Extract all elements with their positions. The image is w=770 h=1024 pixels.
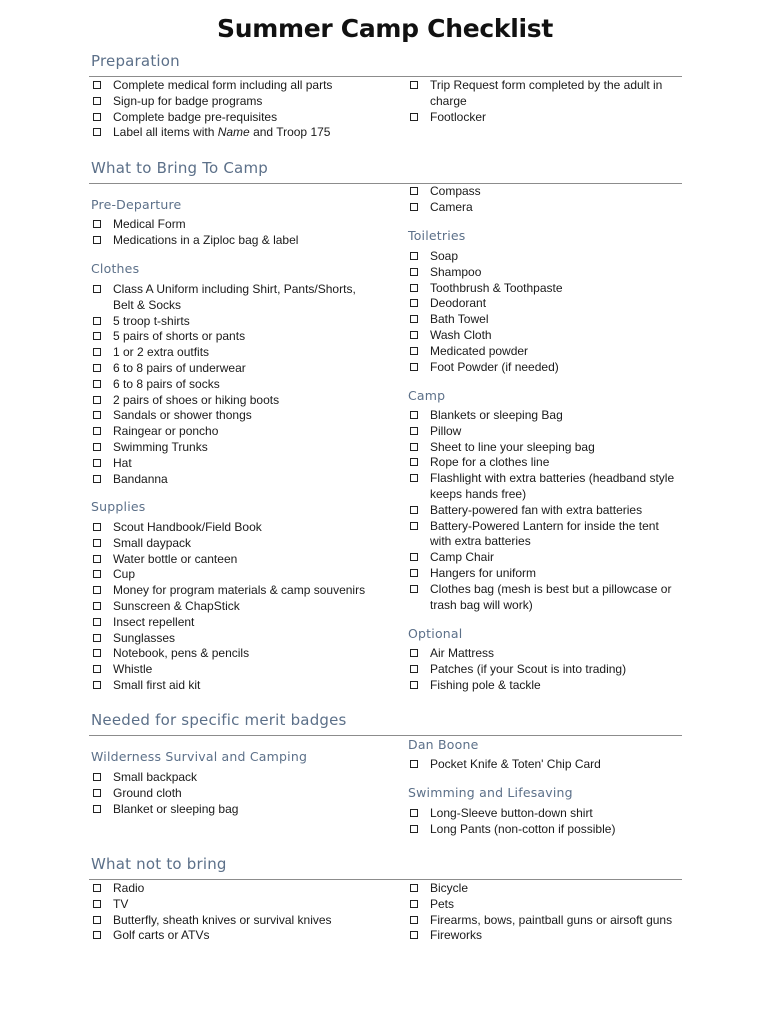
- list-item[interactable]: [91, 282, 368, 314]
- list-item[interactable]: [91, 583, 391, 599]
- checkbox[interactable]: [93, 789, 101, 797]
- list-item[interactable]: [408, 110, 668, 126]
- item-label: Sunglasses: [113, 630, 176, 645]
- subheading-swimming: Swimming and Lifesaving: [408, 785, 573, 800]
- checkbox[interactable]: [93, 317, 101, 325]
- list-item[interactable]: [408, 550, 678, 566]
- item-label: and Troop 175: [249, 125, 331, 140]
- item-label: Air Mattress: [430, 646, 495, 660]
- list-item[interactable]: [408, 360, 683, 376]
- divider: [89, 735, 682, 736]
- optional-list: [408, 646, 683, 693]
- list-item[interactable]: [408, 200, 683, 216]
- item-label: 6 to 8 pairs of socks: [113, 376, 220, 391]
- misc-list: [408, 184, 683, 216]
- list-item[interactable]: [408, 662, 683, 678]
- subheading-wilderness: Wilderness Survival and Camping: [91, 749, 308, 764]
- item-label: Sign-up for badge programs: [113, 93, 263, 108]
- list-item[interactable]: [91, 233, 391, 249]
- preparation-left-list: [91, 78, 391, 141]
- item-label: Patches (if your Scout is into trading): [430, 661, 627, 676]
- checkbox[interactable]: [410, 522, 418, 530]
- checkbox[interactable]: [93, 113, 101, 121]
- list-item[interactable]: [408, 913, 698, 929]
- checkbox[interactable]: [93, 773, 101, 781]
- list-item[interactable]: [408, 822, 683, 838]
- checkbox[interactable]: [410, 569, 418, 577]
- camp-list: [408, 408, 678, 613]
- checkbox[interactable]: [410, 363, 418, 371]
- item-label: Battery-Powered Lantern for inside the tent with extra batteries: [430, 518, 659, 549]
- checkbox[interactable]: [93, 220, 101, 228]
- list-item[interactable]: [408, 78, 668, 110]
- checkbox[interactable]: [93, 523, 101, 531]
- list-item[interactable]: [408, 471, 678, 503]
- checkbox[interactable]: [410, 825, 418, 833]
- item-label: Fishing pole & tackle: [430, 677, 541, 692]
- item-label: Footlocker: [430, 109, 487, 124]
- item-label: Foot Powder (if needed): [430, 359, 559, 374]
- checkbox[interactable]: [410, 268, 418, 276]
- checkbox[interactable]: [410, 203, 418, 211]
- checkbox[interactable]: [410, 443, 418, 451]
- list-item[interactable]: [91, 329, 391, 345]
- checkbox[interactable]: [93, 285, 101, 293]
- checkbox[interactable]: [410, 113, 418, 121]
- subheading-supplies: Supplies: [91, 499, 146, 514]
- subheading-camp: Camp: [408, 388, 446, 403]
- list-item[interactable]: [91, 314, 391, 330]
- list-item[interactable]: [408, 249, 683, 265]
- checkbox[interactable]: [410, 916, 418, 924]
- not-bring-left-list: [91, 881, 391, 944]
- item-label: Firearms, bows, paintball guns or airsoft guns: [430, 912, 673, 927]
- not-bring-right-list: [408, 881, 698, 944]
- checkbox[interactable]: [93, 364, 101, 372]
- checkbox[interactable]: [410, 474, 418, 482]
- item-label: Long-Sleeve button-down shirt: [430, 806, 593, 820]
- item-label: Medicated powder: [430, 343, 529, 358]
- list-item[interactable]: [91, 377, 391, 393]
- item-label: Small backpack: [113, 770, 198, 784]
- item-label: TV: [113, 896, 129, 911]
- item-label: Pocket Knife & Toten' Chip Card: [430, 757, 601, 771]
- checkbox[interactable]: [410, 900, 418, 908]
- checkbox[interactable]: [93, 81, 101, 89]
- item-label: Shampoo: [430, 264, 482, 279]
- checkbox[interactable]: [93, 931, 101, 939]
- item-label: Sunscreen & ChapStick: [113, 598, 240, 613]
- list-item[interactable]: [408, 757, 683, 773]
- item-label: Rope for a clothes line: [430, 455, 550, 470]
- item-label: Golf carts or ATVs: [113, 928, 210, 943]
- list-item[interactable]: [408, 312, 683, 328]
- list-item[interactable]: [91, 897, 391, 913]
- item-label: 6 to 8 pairs of underwear: [113, 360, 246, 375]
- item-label: Soap: [430, 249, 459, 263]
- checkbox[interactable]: [93, 128, 101, 136]
- checkbox[interactable]: [410, 252, 418, 260]
- list-item[interactable]: [408, 344, 683, 360]
- list-item[interactable]: [91, 408, 391, 424]
- checkbox[interactable]: [93, 475, 101, 483]
- checkbox[interactable]: [93, 443, 101, 451]
- checkbox[interactable]: [410, 585, 418, 593]
- list-item[interactable]: [91, 440, 391, 456]
- checkbox[interactable]: [93, 602, 101, 610]
- item-label: 5 pairs of shorts or pants: [113, 329, 246, 344]
- checkbox[interactable]: [93, 97, 101, 105]
- item-label: Money for program materials & camp souvenirs: [113, 583, 366, 598]
- item-label: Sandals or shower thongs: [113, 408, 252, 423]
- list-item[interactable]: [91, 472, 391, 488]
- list-item[interactable]: [408, 184, 683, 200]
- item-label: Class A Uniform including Shirt, Pants/Shorts, Belt & Socks: [113, 282, 356, 312]
- checkbox[interactable]: [410, 331, 418, 339]
- list-item[interactable]: [91, 125, 391, 141]
- list-item[interactable]: [91, 913, 391, 929]
- item-label: Bandanna: [113, 471, 168, 486]
- list-item[interactable]: [91, 802, 391, 818]
- list-item[interactable]: [91, 345, 391, 361]
- checkbox[interactable]: [410, 315, 418, 323]
- list-item[interactable]: [408, 881, 698, 897]
- clothes-list: [91, 282, 391, 487]
- list-item[interactable]: [408, 566, 678, 582]
- divider: [89, 76, 682, 77]
- item-label: Toothbrush & Toothpaste: [430, 280, 563, 295]
- item-label: 1 or 2 extra outfits: [113, 345, 210, 360]
- item-label: Bicycle: [430, 881, 469, 895]
- list-item[interactable]: [408, 503, 678, 519]
- subheading-toiletries: Toiletries: [408, 228, 466, 243]
- list-item[interactable]: [91, 217, 391, 233]
- item-label: Butterfly, sheath knives or survival knives: [113, 912, 332, 927]
- section-heading-bring: What to Bring To Camp: [91, 159, 268, 177]
- checkbox[interactable]: [93, 916, 101, 924]
- list-item[interactable]: [91, 78, 391, 94]
- toiletries-list: [408, 249, 683, 375]
- item-label: Camp Chair: [430, 550, 495, 565]
- item-label: Small daypack: [113, 535, 192, 550]
- item-label: Trip Request form completed by the adult in charge: [430, 78, 663, 108]
- list-item[interactable]: [408, 897, 698, 913]
- list-item[interactable]: [408, 424, 678, 440]
- list-item[interactable]: [91, 552, 391, 568]
- item-label: Pillow: [430, 423, 462, 438]
- list-item[interactable]: [91, 599, 391, 615]
- checkbox[interactable]: [93, 884, 101, 892]
- checkbox[interactable]: [93, 555, 101, 563]
- list-item[interactable]: [408, 582, 678, 614]
- checkbox[interactable]: [93, 427, 101, 435]
- list-item[interactable]: [91, 520, 391, 536]
- pre-departure-list: [91, 217, 391, 249]
- section-heading-preparation: Preparation: [91, 52, 180, 70]
- checkbox[interactable]: [93, 348, 101, 356]
- item-label: Hangers for uniform: [430, 565, 537, 580]
- list-item[interactable]: [408, 281, 683, 297]
- list-item[interactable]: [408, 806, 683, 822]
- checkbox[interactable]: [410, 506, 418, 514]
- list-item[interactable]: [91, 94, 391, 110]
- item-label-emphasis: Name: [217, 125, 250, 140]
- checkbox[interactable]: [93, 586, 101, 594]
- item-label: Swimming Trunks: [113, 439, 208, 454]
- preparation-right-list: [408, 78, 668, 125]
- list-item[interactable]: [408, 519, 678, 551]
- checkbox[interactable]: [93, 380, 101, 388]
- item-label: Notebook, pens & pencils: [113, 646, 250, 661]
- list-item[interactable]: [91, 615, 391, 631]
- checkbox[interactable]: [410, 81, 418, 89]
- list-item[interactable]: [408, 440, 678, 456]
- item-label: Blankets or sleeping Bag: [430, 408, 563, 422]
- item-label: Long Pants (non-cotton if possible): [430, 821, 616, 836]
- checkbox[interactable]: [410, 649, 418, 657]
- swimming-list: [408, 806, 683, 838]
- checkbox[interactable]: [93, 332, 101, 340]
- item-label: Label all items with: [113, 125, 218, 140]
- item-label: 5 troop t-shirts: [113, 313, 190, 328]
- item-label: Fireworks: [430, 928, 483, 943]
- page-title: Summer Camp Checklist: [217, 14, 553, 43]
- section-heading-merit: Needed for specific merit badges: [91, 711, 347, 729]
- list-item[interactable]: [91, 424, 391, 440]
- checkbox[interactable]: [410, 760, 418, 768]
- checkbox[interactable]: [93, 539, 101, 547]
- checkbox[interactable]: [410, 411, 418, 419]
- checkbox[interactable]: [410, 931, 418, 939]
- section-heading-not-bring: What not to bring: [91, 855, 227, 873]
- checkbox[interactable]: [93, 649, 101, 657]
- list-item[interactable]: [91, 928, 391, 944]
- list-item[interactable]: [408, 265, 683, 281]
- checkbox[interactable]: [410, 284, 418, 292]
- list-item[interactable]: [408, 455, 678, 471]
- list-item[interactable]: [91, 536, 391, 552]
- item-label: Medical Form: [113, 217, 186, 231]
- item-label: Flashlight with extra batteries (headband style keeps hands free): [430, 471, 675, 501]
- list-item[interactable]: [408, 408, 678, 424]
- checkbox[interactable]: [93, 805, 101, 813]
- list-item[interactable]: [408, 646, 683, 662]
- item-label: Deodorant: [430, 296, 487, 311]
- checkbox[interactable]: [410, 187, 418, 195]
- checkbox[interactable]: [93, 634, 101, 642]
- checkbox[interactable]: [410, 553, 418, 561]
- item-label: Insect repellent: [113, 614, 195, 629]
- list-item[interactable]: [91, 786, 391, 802]
- list-item[interactable]: [91, 393, 391, 409]
- checkbox[interactable]: [410, 681, 418, 689]
- list-item[interactable]: [91, 770, 391, 786]
- checkbox[interactable]: [93, 459, 101, 467]
- checkbox[interactable]: [93, 570, 101, 578]
- dan-boone-list: [408, 757, 683, 773]
- checkbox[interactable]: [410, 665, 418, 673]
- checkbox[interactable]: [93, 396, 101, 404]
- item-label: Scout Handbook/Field Book: [113, 520, 262, 534]
- list-item[interactable]: [408, 328, 683, 344]
- checkbox[interactable]: [410, 347, 418, 355]
- item-label: Camera: [430, 199, 473, 214]
- list-item[interactable]: [91, 361, 391, 377]
- list-item[interactable]: [408, 928, 698, 944]
- subheading-pre-departure: Pre-Departure: [91, 197, 182, 212]
- list-item[interactable]: [91, 678, 391, 694]
- item-label: Bath Towel: [430, 312, 489, 327]
- checkbox[interactable]: [93, 236, 101, 244]
- list-item[interactable]: [91, 662, 391, 678]
- list-item[interactable]: [91, 110, 391, 126]
- list-item[interactable]: [91, 456, 391, 472]
- wilderness-list: [91, 770, 391, 817]
- item-label: Blanket or sleeping bag: [113, 801, 239, 816]
- item-label: 2 pairs of shoes or hiking boots: [113, 392, 280, 407]
- item-label: Compass: [430, 184, 481, 198]
- item-label: Hat: [113, 455, 132, 470]
- checkbox[interactable]: [93, 618, 101, 626]
- list-item[interactable]: [91, 631, 391, 647]
- subheading-clothes: Clothes: [91, 261, 140, 276]
- item-label: Pets: [430, 896, 455, 911]
- supplies-list: [91, 520, 391, 694]
- item-label: Battery-powered fan with extra batteries: [430, 502, 643, 517]
- item-label: Raingear or poncho: [113, 424, 219, 439]
- divider: [89, 879, 682, 880]
- item-label: Whistle: [113, 662, 153, 677]
- item-label: Ground cloth: [113, 785, 182, 800]
- subheading-optional: Optional: [408, 626, 463, 641]
- item-label: Medications in a Ziploc bag & label: [113, 232, 299, 247]
- checkbox[interactable]: [93, 681, 101, 689]
- checkbox[interactable]: [410, 458, 418, 466]
- list-item[interactable]: [408, 296, 683, 312]
- item-label: Radio: [113, 881, 145, 895]
- list-item[interactable]: [408, 678, 683, 694]
- checkbox[interactable]: [93, 411, 101, 419]
- subheading-dan-boone: Dan Boone: [408, 737, 479, 752]
- item-label: Complete medical form including all parts: [113, 78, 333, 92]
- item-label: Complete badge pre-requisites: [113, 109, 278, 124]
- checkbox[interactable]: [410, 427, 418, 435]
- item-label: Sheet to line your sleeping bag: [430, 439, 595, 454]
- item-label: Cup: [113, 567, 136, 582]
- item-label: Wash Cloth: [430, 327, 492, 342]
- checkbox[interactable]: [93, 900, 101, 908]
- checkbox[interactable]: [93, 665, 101, 673]
- checkbox[interactable]: [410, 809, 418, 817]
- item-label: Water bottle or canteen: [113, 551, 238, 566]
- item-label: Small first aid kit: [113, 677, 201, 692]
- list-item[interactable]: [91, 567, 391, 583]
- checkbox[interactable]: [410, 884, 418, 892]
- checkbox[interactable]: [410, 299, 418, 307]
- list-item[interactable]: [91, 646, 391, 662]
- list-item[interactable]: [91, 881, 391, 897]
- item-label: Clothes bag (mesh is best but a pillowcase or trash bag will work): [430, 581, 672, 612]
